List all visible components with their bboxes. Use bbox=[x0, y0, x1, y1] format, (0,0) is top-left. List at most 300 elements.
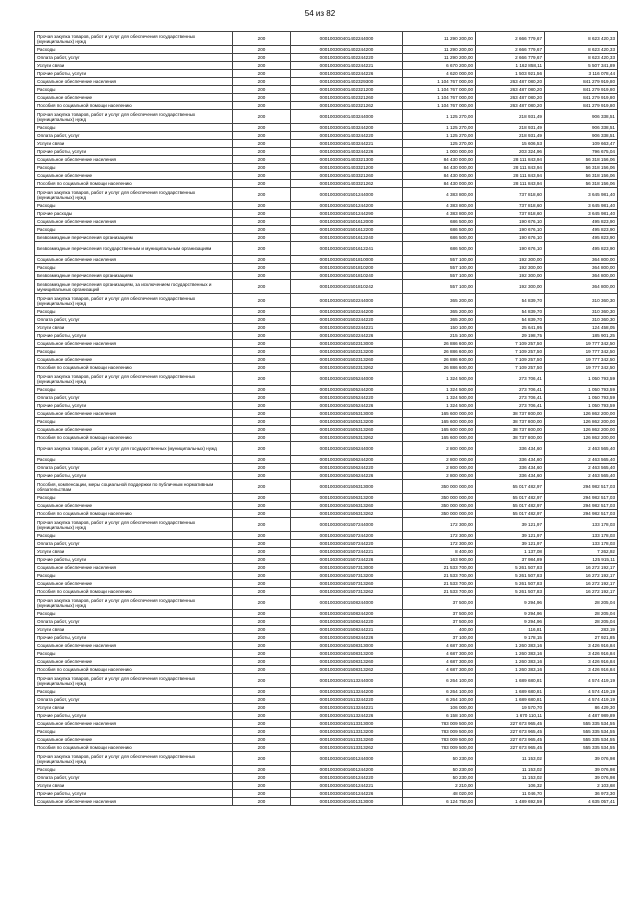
table-row bbox=[35, 510, 618, 518]
cell-budget-code: 000100300401502313260 bbox=[291, 356, 403, 364]
cell-budget-code: 000100300401507313260 bbox=[291, 580, 403, 588]
cell-budget-code: 000100300401402244200 bbox=[291, 46, 403, 54]
cell-approved: 84 430 000,00 bbox=[403, 180, 476, 188]
cell-name: Прочие работы, услуги bbox=[35, 148, 233, 156]
cell-unexecuted: 36 973,30 bbox=[545, 790, 618, 798]
cell-line-code: 200 bbox=[233, 348, 291, 356]
cell-line-code: 200 bbox=[233, 596, 291, 610]
cell-budget-code: 000100300401508244221 bbox=[291, 626, 403, 634]
cell-approved: 11 290 200,00 bbox=[403, 32, 476, 46]
cell-budget-code: 000100300401507244220 bbox=[291, 540, 403, 548]
cell-executed: 28 111 843,94 bbox=[476, 164, 545, 172]
cell-executed: 28 111 843,94 bbox=[476, 172, 545, 180]
cell-name: Расходы bbox=[35, 348, 233, 356]
cell-line-code: 200 bbox=[233, 752, 291, 766]
cell-executed: 11 153,02 bbox=[476, 774, 545, 782]
cell-unexecuted: 4 635 057,41 bbox=[545, 798, 618, 806]
cell-executed: 39 121,97 bbox=[476, 540, 545, 548]
cell-budget-code: 000100300401402244221 bbox=[291, 62, 403, 70]
cell-executed: 1 689 680,81 bbox=[476, 674, 545, 688]
cell-line-code: 200 bbox=[233, 744, 291, 752]
table-row bbox=[35, 712, 618, 720]
cell-line-code: 200 bbox=[233, 532, 291, 540]
cell-approved: 4 383 800,00 bbox=[403, 202, 476, 210]
cell-executed: 28 111 843,94 bbox=[476, 156, 545, 164]
table-row bbox=[35, 588, 618, 596]
cell-approved: 1 324 500,00 bbox=[403, 402, 476, 410]
cell-line-code: 200 bbox=[233, 102, 291, 110]
table-row bbox=[35, 394, 618, 402]
cell-unexecuted: 3 645 981,40 bbox=[545, 210, 618, 218]
cell-executed: 7 109 257,50 bbox=[476, 364, 545, 372]
cell-approved: 21 533 700,00 bbox=[403, 588, 476, 596]
cell-budget-code: 000100300401502244226 bbox=[291, 332, 403, 340]
cell-line-code: 200 bbox=[233, 580, 291, 588]
cell-budget-code: 000100300401501244290 bbox=[291, 210, 403, 218]
cell-line-code: 200 bbox=[233, 372, 291, 386]
cell-name: Расходы bbox=[35, 418, 233, 426]
cell-unexecuted: 56 318 156,06 bbox=[545, 180, 618, 188]
cell-executed: 11 046,70 bbox=[476, 790, 545, 798]
cell-unexecuted: 495 823,90 bbox=[545, 242, 618, 256]
cell-name: Прочие работы, услуги bbox=[35, 790, 233, 798]
table-row bbox=[35, 674, 618, 688]
cell-unexecuted: 185 901,25 bbox=[545, 332, 618, 340]
cell-budget-code: 000100300401601244000 bbox=[291, 752, 403, 766]
cell-budget-code: 000100300401505244226 bbox=[291, 402, 403, 410]
cell-line-code: 200 bbox=[233, 402, 291, 410]
cell-budget-code: 000100300401507244221 bbox=[291, 548, 403, 556]
cell-unexecuted: 555 335 534,55 bbox=[545, 736, 618, 744]
cell-budget-code: 000100300401403244000 bbox=[291, 110, 403, 124]
cell-budget-code: 000100300401501810240 bbox=[291, 272, 403, 280]
cell-name: Социальное обеспечение населения bbox=[35, 340, 233, 348]
cell-line-code: 200 bbox=[233, 94, 291, 102]
cell-budget-code: 000100300401508313000 bbox=[291, 642, 403, 650]
cell-unexecuted: 86 429,30 bbox=[545, 704, 618, 712]
cell-unexecuted: 841 279 919,80 bbox=[545, 78, 618, 86]
cell-budget-code: 000100300401403321200 bbox=[291, 164, 403, 172]
cell-line-code: 200 bbox=[233, 766, 291, 774]
cell-approved: 26 886 600,00 bbox=[403, 340, 476, 348]
cell-line-code: 200 bbox=[233, 156, 291, 164]
cell-unexecuted: 3 116 078,44 bbox=[545, 70, 618, 78]
cell-unexecuted: 3 426 916,84 bbox=[545, 666, 618, 674]
cell-unexecuted: 125 915,11 bbox=[545, 556, 618, 564]
table-row bbox=[35, 364, 618, 372]
page-number: 54 из 82 bbox=[304, 9, 336, 18]
cell-budget-code: 000100300401501244000 bbox=[291, 188, 403, 202]
cell-name: Пособия по социальной помощи населению bbox=[35, 588, 233, 596]
cell-name: Социальное обеспечение bbox=[35, 658, 233, 666]
cell-budget-code: 000100300401513313260 bbox=[291, 736, 403, 744]
cell-approved: 783 009 500,00 bbox=[403, 728, 476, 736]
cell-name: Социальное обеспечение bbox=[35, 94, 233, 102]
cell-line-code: 200 bbox=[233, 426, 291, 434]
cell-unexecuted: 4 574 419,19 bbox=[545, 674, 618, 688]
cell-name: Пособия по социальной помощи населению bbox=[35, 434, 233, 442]
table-row bbox=[35, 418, 618, 426]
cell-executed: 1 689 680,81 bbox=[476, 696, 545, 704]
cell-line-code: 200 bbox=[233, 666, 291, 674]
cell-line-code: 200 bbox=[233, 790, 291, 798]
cell-line-code: 200 bbox=[233, 54, 291, 62]
table-row bbox=[35, 140, 618, 148]
cell-line-code: 200 bbox=[233, 564, 291, 572]
cell-executed: 7 109 257,50 bbox=[476, 340, 545, 348]
cell-unexecuted: 1 050 793,59 bbox=[545, 386, 618, 394]
table-row bbox=[35, 472, 618, 480]
cell-approved: 4 687 300,00 bbox=[403, 650, 476, 658]
cell-executed: 28 111 843,94 bbox=[476, 180, 545, 188]
cell-name: Оплата работ, услуг bbox=[35, 696, 233, 704]
table-row bbox=[35, 790, 618, 798]
cell-approved: 350 000 000,00 bbox=[403, 494, 476, 502]
cell-line-code: 200 bbox=[233, 226, 291, 234]
cell-budget-code: 000100300401502244221 bbox=[291, 324, 403, 332]
cell-name: Прочие работы, услуги bbox=[35, 556, 233, 564]
table-row bbox=[35, 316, 618, 324]
cell-approved: 165 600 000,00 bbox=[403, 434, 476, 442]
cell-line-code: 200 bbox=[233, 712, 291, 720]
cell-executed: 336 434,60 bbox=[476, 442, 545, 456]
cell-budget-code: 000100300401402244000 bbox=[291, 32, 403, 46]
cell-line-code: 200 bbox=[233, 728, 291, 736]
table-row bbox=[35, 226, 618, 234]
table-row bbox=[35, 402, 618, 410]
cell-name: Расходы bbox=[35, 264, 233, 272]
cell-line-code: 200 bbox=[233, 736, 291, 744]
cell-unexecuted: 126 862 200,00 bbox=[545, 410, 618, 418]
cell-approved: 21 533 700,00 bbox=[403, 564, 476, 572]
table-row bbox=[35, 782, 618, 790]
cell-line-code: 200 bbox=[233, 394, 291, 402]
cell-budget-code: 000100300401508313260 bbox=[291, 658, 403, 666]
cell-name: Прочая закупка товаров, работ и услуг для обеспечения государственных (муниципальных) нужд bbox=[35, 372, 233, 386]
table-row bbox=[35, 256, 618, 264]
cell-executed: 54 839,70 bbox=[476, 294, 545, 308]
cell-executed: 336 434,60 bbox=[476, 472, 545, 480]
cell-approved: 165 600 000,00 bbox=[403, 410, 476, 418]
table-row bbox=[35, 148, 618, 156]
cell-name: Оплата работ, услуг bbox=[35, 394, 233, 402]
cell-unexecuted: 19 777 342,50 bbox=[545, 348, 618, 356]
cell-executed: 55 017 482,97 bbox=[476, 494, 545, 502]
cell-line-code: 200 bbox=[233, 572, 291, 580]
table-row bbox=[35, 46, 618, 54]
cell-unexecuted: 2 463 565,40 bbox=[545, 464, 618, 472]
cell-name: Прочая закупка товаров, работ и услуг для государственных (муниципальных) нужд bbox=[35, 442, 233, 456]
cell-line-code: 200 bbox=[233, 242, 291, 256]
cell-line-code: 200 bbox=[233, 642, 291, 650]
cell-approved: 2 800 000,00 bbox=[403, 456, 476, 464]
cell-line-code: 200 bbox=[233, 46, 291, 54]
cell-approved: 106 000,00 bbox=[403, 704, 476, 712]
cell-approved: 783 009 500,00 bbox=[403, 736, 476, 744]
cell-executed: 15 606,53 bbox=[476, 140, 545, 148]
cell-approved: 2 800 000,00 bbox=[403, 464, 476, 472]
cell-approved: 11 290 200,00 bbox=[403, 54, 476, 62]
cell-name: Прочая закупка товаров, работ и услуг для обеспечения государственных (муниципальных) нужд bbox=[35, 596, 233, 610]
cell-line-code: 200 bbox=[233, 316, 291, 324]
cell-executed: 1 489 692,59 bbox=[476, 798, 545, 806]
cell-name: Социальное обеспечение населения bbox=[35, 410, 233, 418]
cell-executed: 218 931,49 bbox=[476, 124, 545, 132]
cell-approved: 6 264 100,00 bbox=[403, 696, 476, 704]
cell-name: Безвозмездные перечисления организациям, за исключением государственных и муниципальных организаций bbox=[35, 280, 233, 294]
cell-executed: 190 676,10 bbox=[476, 226, 545, 234]
cell-budget-code: 000100300401508244200 bbox=[291, 610, 403, 618]
cell-line-code: 200 bbox=[233, 172, 291, 180]
cell-name: Расходы bbox=[35, 728, 233, 736]
cell-line-code: 200 bbox=[233, 688, 291, 696]
cell-executed: 336 434,60 bbox=[476, 464, 545, 472]
cell-unexecuted: 2 103,68 bbox=[545, 782, 618, 790]
cell-unexecuted: 16 272 192,17 bbox=[545, 588, 618, 596]
cell-name: Оплата работ, услуг bbox=[35, 774, 233, 782]
cell-line-code: 200 bbox=[233, 86, 291, 94]
cell-approved: 8 400,00 bbox=[403, 548, 476, 556]
cell-name: Прочая закупка товаров, работ и услуг для обеспечения государственных (муниципальных) нужд bbox=[35, 752, 233, 766]
cell-line-code: 200 bbox=[233, 332, 291, 340]
cell-budget-code: 000100300401502313200 bbox=[291, 348, 403, 356]
cell-executed: 9 294,96 bbox=[476, 618, 545, 626]
cell-unexecuted: 7 262,92 bbox=[545, 548, 618, 556]
cell-name: Расходы bbox=[35, 202, 233, 210]
cell-name: Услуги связи bbox=[35, 548, 233, 556]
cell-budget-code: 000100300401502244000 bbox=[291, 294, 403, 308]
cell-executed: 2 666 779,67 bbox=[476, 32, 545, 46]
cell-executed: 55 017 482,97 bbox=[476, 480, 545, 494]
cell-unexecuted: 133 178,03 bbox=[545, 532, 618, 540]
cell-line-code: 200 bbox=[233, 386, 291, 394]
cell-executed: 218 931,49 bbox=[476, 132, 545, 140]
cell-unexecuted: 841 279 919,80 bbox=[545, 94, 618, 102]
table-row bbox=[35, 308, 618, 316]
cell-line-code: 200 bbox=[233, 548, 291, 556]
cell-approved: 557 100,00 bbox=[403, 256, 476, 264]
cell-approved: 4 687 300,00 bbox=[403, 642, 476, 650]
cell-approved: 26 886 600,00 bbox=[403, 356, 476, 364]
cell-name: Социальное обеспечение bbox=[35, 356, 233, 364]
cell-unexecuted: 841 279 919,80 bbox=[545, 86, 618, 94]
cell-line-code: 200 bbox=[233, 626, 291, 634]
cell-executed: 5 261 507,83 bbox=[476, 580, 545, 588]
cell-budget-code: 000100300401508244220 bbox=[291, 618, 403, 626]
cell-budget-code: 000100300401501244200 bbox=[291, 202, 403, 210]
cell-unexecuted: 495 823,90 bbox=[545, 234, 618, 242]
cell-name: Прочие работы, услуги bbox=[35, 634, 233, 642]
cell-name: Прочие работы, услуги bbox=[35, 332, 233, 340]
cell-unexecuted: 3 426 916,84 bbox=[545, 650, 618, 658]
cell-approved: 1 324 500,00 bbox=[403, 372, 476, 386]
cell-name: Прочая закупка товаров, работ и услуг для обеспечения государственных (муниципальных) нужд bbox=[35, 188, 233, 202]
table-row bbox=[35, 264, 618, 272]
table-row bbox=[35, 744, 618, 752]
cell-executed: 1 689 680,81 bbox=[476, 688, 545, 696]
cell-approved: 6 124 750,00 bbox=[403, 798, 476, 806]
cell-name: Пособия по социальной помощи населению bbox=[35, 744, 233, 752]
cell-executed: 54 839,70 bbox=[476, 316, 545, 324]
cell-unexecuted: 3 645 981,40 bbox=[545, 202, 618, 210]
cell-approved: 6 670 200,00 bbox=[403, 62, 476, 70]
table-row bbox=[35, 124, 618, 132]
cell-unexecuted: 2 463 565,40 bbox=[545, 442, 618, 456]
cell-line-code: 200 bbox=[233, 340, 291, 348]
cell-name: Прочие работы, услуги bbox=[35, 402, 233, 410]
cell-approved: 21 533 700,00 bbox=[403, 572, 476, 580]
cell-executed: 192 300,00 bbox=[476, 264, 545, 272]
cell-executed: 737 818,60 bbox=[476, 210, 545, 218]
cell-budget-code: 000100300401513244200 bbox=[291, 688, 403, 696]
cell-budget-code: 000100300401601244221 bbox=[291, 782, 403, 790]
table-row bbox=[35, 596, 618, 610]
cell-name: Оплата работ, услуг bbox=[35, 618, 233, 626]
cell-line-code: 200 bbox=[233, 234, 291, 242]
cell-line-code: 200 bbox=[233, 356, 291, 364]
cell-executed: 5 261 507,83 bbox=[476, 564, 545, 572]
cell-approved: 48 020,00 bbox=[403, 790, 476, 798]
cell-name: Прочие работы, услуги bbox=[35, 472, 233, 480]
cell-budget-code: 000100300401506313200 bbox=[291, 494, 403, 502]
cell-line-code: 200 bbox=[233, 218, 291, 226]
cell-name: Пособия, компенсации, меры социальной поддержки по публичным нормативным обязательствам bbox=[35, 480, 233, 494]
cell-unexecuted: 283,19 bbox=[545, 626, 618, 634]
cell-budget-code: 000100300401403244221 bbox=[291, 140, 403, 148]
cell-name: Расходы bbox=[35, 386, 233, 394]
cell-unexecuted: 294 982 517,03 bbox=[545, 480, 618, 494]
cell-executed: 9 294,96 bbox=[476, 610, 545, 618]
cell-executed: 38 737 800,00 bbox=[476, 418, 545, 426]
cell-executed: 190 676,10 bbox=[476, 234, 545, 242]
table-row bbox=[35, 340, 618, 348]
table-row bbox=[35, 434, 618, 442]
cell-budget-code: 000100300401402321200 bbox=[291, 86, 403, 94]
cell-name: Расходы bbox=[35, 86, 233, 94]
cell-approved: 1 125 270,00 bbox=[403, 110, 476, 124]
cell-name: Социальное обеспечение bbox=[35, 502, 233, 510]
cell-executed: 19 570,70 bbox=[476, 704, 545, 712]
cell-approved: 1 324 500,00 bbox=[403, 394, 476, 402]
table-row bbox=[35, 164, 618, 172]
table-row bbox=[35, 102, 618, 110]
cell-unexecuted: 19 777 342,50 bbox=[545, 364, 618, 372]
table-row bbox=[35, 62, 618, 70]
cell-line-code: 200 bbox=[233, 124, 291, 132]
cell-name: Услуги связи bbox=[35, 324, 233, 332]
cell-unexecuted: 8 623 420,33 bbox=[545, 32, 618, 46]
cell-name: Прочая закупка товаров, работ и услуг для обеспечения государственных (муниципальных) нужд bbox=[35, 32, 233, 46]
cell-name: Прочая закупка товаров, работ и услуг для обеспечения государственных (муниципальных) нужд bbox=[35, 294, 233, 308]
table-row bbox=[35, 54, 618, 62]
cell-name: Оплата работ, услуг bbox=[35, 316, 233, 324]
cell-line-code: 200 bbox=[233, 164, 291, 172]
cell-name: Расходы bbox=[35, 226, 233, 234]
cell-line-code: 200 bbox=[233, 280, 291, 294]
cell-executed: 2 666 779,67 bbox=[476, 54, 545, 62]
table-row bbox=[35, 502, 618, 510]
cell-executed: 190 676,10 bbox=[476, 218, 545, 226]
cell-approved: 165 600 000,00 bbox=[403, 426, 476, 434]
cell-approved: 4 687 300,00 bbox=[403, 666, 476, 674]
cell-approved: 172 300,00 bbox=[403, 532, 476, 540]
cell-name: Расходы bbox=[35, 610, 233, 618]
cell-budget-code: 000100300401501810000 bbox=[291, 256, 403, 264]
cell-approved: 2 800 000,00 bbox=[403, 442, 476, 456]
cell-approved: 365 200,00 bbox=[403, 316, 476, 324]
cell-line-code: 200 bbox=[233, 294, 291, 308]
cell-approved: 163 900,00 bbox=[403, 556, 476, 564]
cell-budget-code: 000100300401601313000 bbox=[291, 798, 403, 806]
cell-unexecuted: 126 862 200,00 bbox=[545, 418, 618, 426]
cell-budget-code: 000100300401507313262 bbox=[291, 588, 403, 596]
table-row bbox=[35, 540, 618, 548]
cell-line-code: 200 bbox=[233, 704, 291, 712]
cell-unexecuted: 133 178,03 bbox=[545, 518, 618, 532]
cell-name: Расходы bbox=[35, 532, 233, 540]
cell-executed: 9 178,15 bbox=[476, 634, 545, 642]
cell-name: Расходы bbox=[35, 308, 233, 316]
cell-executed: 11 153,02 bbox=[476, 766, 545, 774]
table-row bbox=[35, 720, 618, 728]
cell-name: Расходы bbox=[35, 650, 233, 658]
cell-name: Безвозмездные перечисления государственным и муниципальным организациям bbox=[35, 242, 233, 256]
cell-line-code: 200 bbox=[233, 256, 291, 264]
cell-unexecuted: 555 335 534,55 bbox=[545, 720, 618, 728]
cell-budget-code: 000100300401513313000 bbox=[291, 720, 403, 728]
cell-name: Оплата работ, услуг bbox=[35, 132, 233, 140]
cell-unexecuted: 906 338,51 bbox=[545, 110, 618, 124]
cell-name: Социальное обеспечение bbox=[35, 426, 233, 434]
cell-line-code: 200 bbox=[233, 456, 291, 464]
cell-unexecuted: 1 050 793,59 bbox=[545, 394, 618, 402]
cell-unexecuted: 2 463 565,40 bbox=[545, 472, 618, 480]
cell-budget-code: 000100300401501612241 bbox=[291, 242, 403, 256]
cell-unexecuted: 8 623 420,33 bbox=[545, 46, 618, 54]
cell-unexecuted: 56 318 156,06 bbox=[545, 172, 618, 180]
cell-unexecuted: 8 623 420,33 bbox=[545, 54, 618, 62]
cell-approved: 37 500,00 bbox=[403, 618, 476, 626]
cell-unexecuted: 906 338,51 bbox=[545, 132, 618, 140]
cell-budget-code: 000100300401513313200 bbox=[291, 728, 403, 736]
cell-executed: 192 300,00 bbox=[476, 280, 545, 294]
cell-approved: 11 290 200,00 bbox=[403, 46, 476, 54]
cell-budget-code: 000100300401502313262 bbox=[291, 364, 403, 372]
cell-unexecuted: 133 178,03 bbox=[545, 540, 618, 548]
cell-executed: 55 017 482,97 bbox=[476, 510, 545, 518]
cell-approved: 686 500,00 bbox=[403, 226, 476, 234]
cell-budget-code: 000100300401502313000 bbox=[291, 340, 403, 348]
table-row bbox=[35, 752, 618, 766]
cell-executed: 192 300,00 bbox=[476, 256, 545, 264]
cell-name: Услуги связи bbox=[35, 626, 233, 634]
cell-line-code: 200 bbox=[233, 782, 291, 790]
cell-name: Социальное обеспечение населения bbox=[35, 642, 233, 650]
cell-executed: 1 162 858,11 bbox=[476, 62, 545, 70]
cell-line-code: 200 bbox=[233, 62, 291, 70]
cell-line-code: 200 bbox=[233, 442, 291, 456]
cell-executed: 263 487 080,20 bbox=[476, 86, 545, 94]
cell-unexecuted: 16 272 192,17 bbox=[545, 564, 618, 572]
cell-approved: 215 100,00 bbox=[403, 332, 476, 340]
cell-name: Пособия по социальной помощи населению bbox=[35, 102, 233, 110]
table-row bbox=[35, 348, 618, 356]
cell-approved: 1 125 270,00 bbox=[403, 124, 476, 132]
cell-line-code: 200 bbox=[233, 132, 291, 140]
table-row bbox=[35, 548, 618, 556]
cell-name: Расходы bbox=[35, 572, 233, 580]
cell-line-code: 200 bbox=[233, 410, 291, 418]
